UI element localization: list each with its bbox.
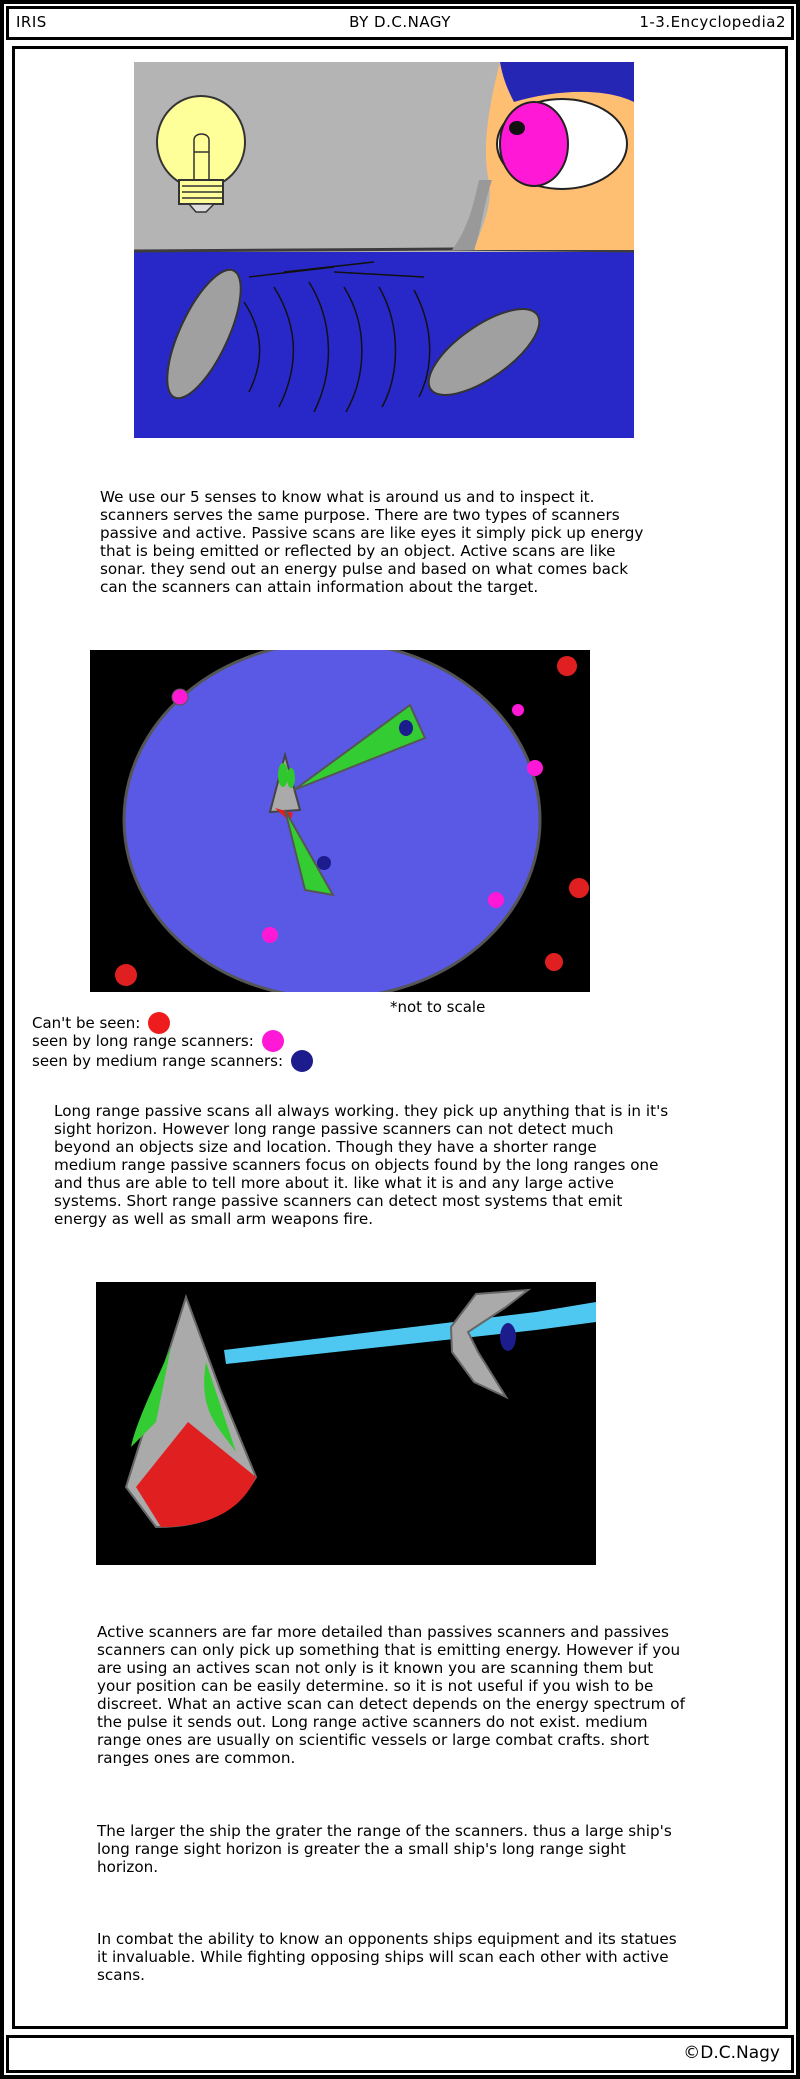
footer-bar [6, 2035, 794, 2073]
scanner-range-diagram [90, 650, 590, 992]
illustration-senses [134, 62, 634, 438]
legend-item-medium-range [32, 1050, 313, 1072]
magenta-dot-icon [262, 1030, 284, 1052]
header-left-title: IRIS [16, 13, 47, 31]
legend-item-long-range [32, 1030, 284, 1052]
paragraph-active-scans: Active scanners are far more detailed than passives scanners and passives scanners can only pick up something that is emitting energy. However if you are using an actives scan not only is it known you are scanning them but your position can be easily determine. so it is not useful if you wish to be discreet. What an active scan can detect depends on the energy spectrum of the pulse it sends out. Long range active scanners do not exist. medium range ones are usually on scientific vessels or large combat crafts. short ranges ones are common. [97, 1623, 685, 1767]
footer-copyright: ©D.C.Nagy [683, 2043, 780, 2063]
legend-label: seen by medium range scanners: [32, 1052, 284, 1070]
paragraph-passive-scans: Long range passive scans all always working. they pick up anything that is in it's sight horizon. However long range passive scanners can not detect much beyond an objects size and location. Though they have a shorter range medium range passive scanners focus on objects found by the long ranges one and thus are able to tell more about it. like what it is and any large active systems. Short range passive scanners can detect most systems that emit energy as well as small arm weapons fire. [54, 1102, 669, 1228]
paragraph-combat: In combat the ability to know an opponents ships equipment and its statues it invaluable. While fighting opposing ships will scan each other with active scans. [97, 1930, 677, 1984]
not-to-scale-note: *not to scale [390, 998, 486, 1016]
legend-label: seen by long range scanners: [32, 1032, 254, 1050]
legend-label: Can't be seen: [32, 1014, 141, 1032]
header-author: BY D.C.NAGY [349, 13, 451, 31]
active-scan-illustration [96, 1282, 596, 1565]
paragraph-senses: We use our 5 senses to know what is around us and to inspect it. scanners serves the same purpose. There are two types of scanners passive and active. Passive scans are like eyes it simply pick up energy that is being emitted or reflected by an object. Active scans are like sonar. they send out an energy pulse and based on what comes back can the scanners can attain information about the target. [100, 488, 644, 596]
header-page-ref: 1-3.Encyclopedia2 [639, 13, 786, 31]
paragraph-ship-size: The larger the ship the grater the range of the scanners. thus a large ship's long range sight horizon is greater the a small ship's long range sight horizon. [97, 1822, 672, 1876]
navy-dot-icon [291, 1050, 313, 1072]
